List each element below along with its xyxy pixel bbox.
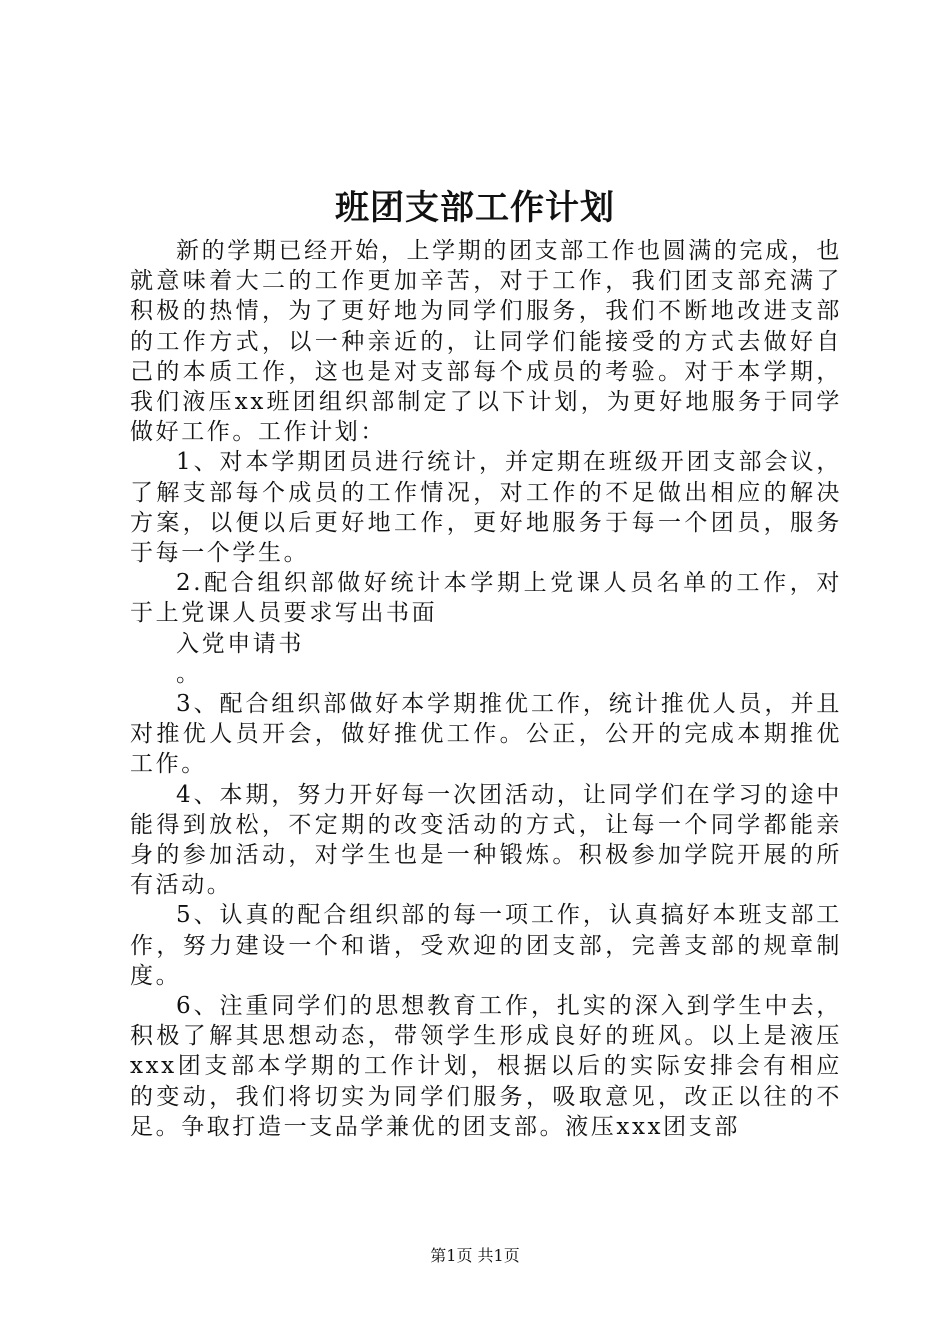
paragraph-item-2-period: 。 bbox=[176, 660, 202, 687]
paragraph-item-2: 2.配合组织部做好统计本学期上党课人员名单的工作，对于上党课人员要求写出书面 bbox=[130, 570, 842, 627]
document-body bbox=[130, 236, 842, 1142]
paragraph-item-5: 5、认真的配合组织部的每一项工作，认真搞好本班支部工作，努力建设一个和谐，受欢迎的团支部，完善支部的规章制度。 bbox=[130, 902, 842, 989]
paragraph-item-3: 3、配合组织部做好本学期推优工作，统计推优人员，并且对推优人员开会，做好推优工作。公正，公开的完成本期推优工作。 bbox=[130, 691, 842, 778]
paragraph-item-2-continuation: 入党申请书 bbox=[176, 630, 304, 657]
paragraph-item-4: 4、本期，努力开好每一次团活动，让同学们在学习的途中能得到放松，不定期的改变活动的方式，让每一个同学都能亲身的参加活动，对学生也是一种锻炼。积极参加学院开展的所有活动。 bbox=[130, 781, 842, 899]
paragraph-item-1: 1、对本学期团员进行统计，并定期在班级开团支部会议，了解支部每个成员的工作情况，对工作的不足做出相应的解决方案，以便以后更好地工作，更好地服务于每一个团员，服务于每一个学生。 bbox=[130, 449, 842, 567]
paragraph-intro: 新的学期已经开始，上学期的团支部工作也圆满的完成，也就意味着大二的工作更加辛苦，对于工作，我们团支部充满了积极的热情，为了更好地为同学们服务，我们不断地改进支部的工作方式，以一种亲近的，让同学们能接受的方式去做好自己的本质工作，这也是对支部每个成员的考验。对于本学期，我们液压xx班团组织部制定了以下计划，为更好地服务于同学做好工作。工作计划： bbox=[130, 238, 842, 446]
document-title: 班团支部工作计划 bbox=[335, 188, 615, 228]
page-number-footer: 第1页 共1页 bbox=[430, 1246, 520, 1265]
paragraph-item-6: 6、注重同学们的思想教育工作，扎实的深入到学生中去，积极了解其思想动态，带领学生形成良好的班风。以上是液压xxx团支部本学期的工作计划，根据以后的实际安排会有相应的变动，我们将切实为同学们服务，吸取意见，改正以往的不足。争取打造一支品学兼优的团支部。液压xxx团支部 bbox=[130, 993, 842, 1140]
